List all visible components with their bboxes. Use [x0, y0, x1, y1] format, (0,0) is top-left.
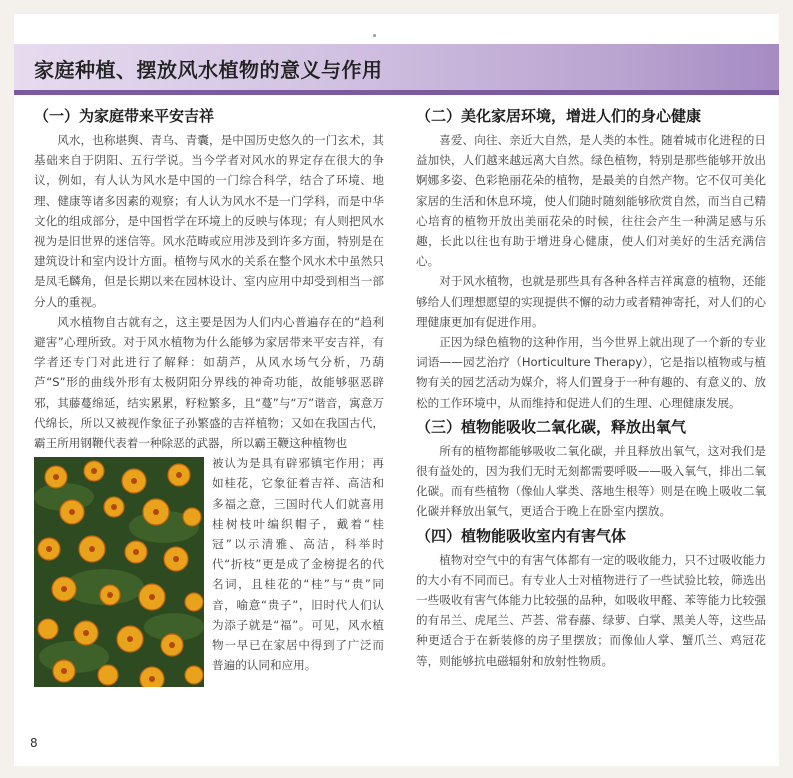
page-number: 8 — [30, 736, 38, 750]
section-heading-1: （一）为家庭带来平安吉祥 — [34, 107, 215, 125]
paragraph: 风水植物自古就有之，这主要是因为人们内心普遍存在的“趋利避害”心理所致。对于风水植物为什么能够为家居带来平安吉祥，有学者还专门对此进行了解释：如葫芦，从风水场气分析，乃葫芦“S”形的曲线外形有太极阴阳分界线的神奇功能，故能够驱恶辟邪，其藤蔓绵延，结实累累，籽粒繁多，且“蔓”与“万”谐音，寓意万代绵长，所以又被视作象征子孙繁盛的吉祥植物；又如在我国古代，霸王所用钢鞭代表着一种除恶的武器，所以霸王鞭这种植物也 — [34, 314, 384, 451]
section-heading-3: （三）植物能吸收二氧化碳，释放出氧气 — [416, 417, 687, 436]
photo-wrap-area — [34, 453, 384, 675]
marigold-illustration — [34, 457, 204, 687]
right-column — [416, 106, 766, 671]
book-page — [14, 14, 779, 766]
paragraph-wrapped: 被认为是具有辟邪镇宅作用；再如桂花，它象征着吉祥、高洁和多福之意，三国时代人们就喜用桂树枝叶编织帽子，戴着“桂冠”以示清雅、高洁，科举时代“折枝”更是成了金榜提名的代名词，且桂花的“桂”与“贵”同音，喻意“贵子”，旧时代人们认为添子就是“福”。可见，风水植物一早已在家居中得到了广泛而普遍的认同和应用。 — [212, 456, 384, 673]
paragraph: 正因为绿色植物的这种作用，当今世界上就出现了一个新的专业词语——园艺治疗（Horticulture Therapy），它是指以植物或与植物有关的园艺活动为媒介，将人们置身于一种有趣的、有意义的、放松的工作环境中，从而维持和促进人们的生理、心理健康发展。 — [416, 335, 766, 410]
title-banner — [14, 44, 779, 95]
paragraph: 所有的植物都能够吸收二氧化碳，并且释放出氧气，这对我们是很有益处的，因为我们无时无刻都需要呼吸——吸入氧气，排出二氧化碳。而有些植物（像仙人掌类、落地生根等）则是在晚上吸收二氧化碳并释放出氧气，更适合于晚上在卧室内摆放。 — [416, 443, 766, 519]
left-column — [34, 106, 384, 687]
paragraph: 风水，也称堪舆、青乌、青囊，是中国历史悠久的一门玄术，其基础来自于阴阳、五行学说。当今学者对风水的界定存在很大的争议，例如，有人认为风水是中国的一门综合科学，结合了环境、地理、健康等诸多因素的观察；有人认为风水不是一门学科，而是中华文化的组成部分，是中国哲学在环境上的反映与体现；有人则把风水视为是旧世界的迷信等。风水范畴或应用涉及到许多方面，特别是在建筑设计和室内设计方面。植物与风水的关系在整个风水术中虽然只是凤毛麟角，但是长期以来在园林设计、室内应用中却受到相当一部分人的重视。 — [34, 133, 384, 309]
section-heading-4: （四）植物能吸收室内有害气体 — [416, 526, 627, 545]
paragraph: 植物对空气中的有害气体都有一定的吸收能力，只不过吸收能力的大小有不同而已。有专业人士对植物进行了一些试验比较，筛选出一些吸收有害气体能力比较强的品种，如吸收甲醛、苯等能力比较强的有吊兰、虎尾兰、芦荟、常春藤、绿萝、白掌、黑美人等，这些品种更适合于在新装修的房子里摆放；而像仙人掌、蟹爪兰、鸡冠花等，则能够抗电磁辐射和放射性物质。 — [416, 552, 766, 668]
page-title: 家庭种植、摆放风水植物的意义与作用 — [34, 58, 383, 82]
paragraph: 对于风水植物，也就是那些具有各种各样吉祥寓意的植物，还能够给人们理想愿望的实现提供不懈的动力或者精神寄托，对人们的心理健康更加有促进作用。 — [416, 274, 766, 329]
page-dot — [373, 34, 376, 37]
marigold-flowers-photo — [34, 457, 204, 687]
section-heading-2: （二）美化家居环境，增进人们的身心健康 — [416, 107, 702, 125]
paragraph: 喜爱、向往、亲近大自然，是人类的本性。随着城市化进程的日益加快，人们越来越远离大自然。绿色植物，特别是那些能够开放出婀娜多姿、色彩艳丽花朵的植物，是最美的自然产物。它不仅可美化家居的生活和休息环境，使人们随时随刻能够欣赏自然，而当自己精心培育的植物开放出美丽花朵的时候，往往会产生一种满足感与乐趣，长此以往也有助于增进身心健康，使人们对美好的生活充满信心。 — [416, 133, 766, 269]
